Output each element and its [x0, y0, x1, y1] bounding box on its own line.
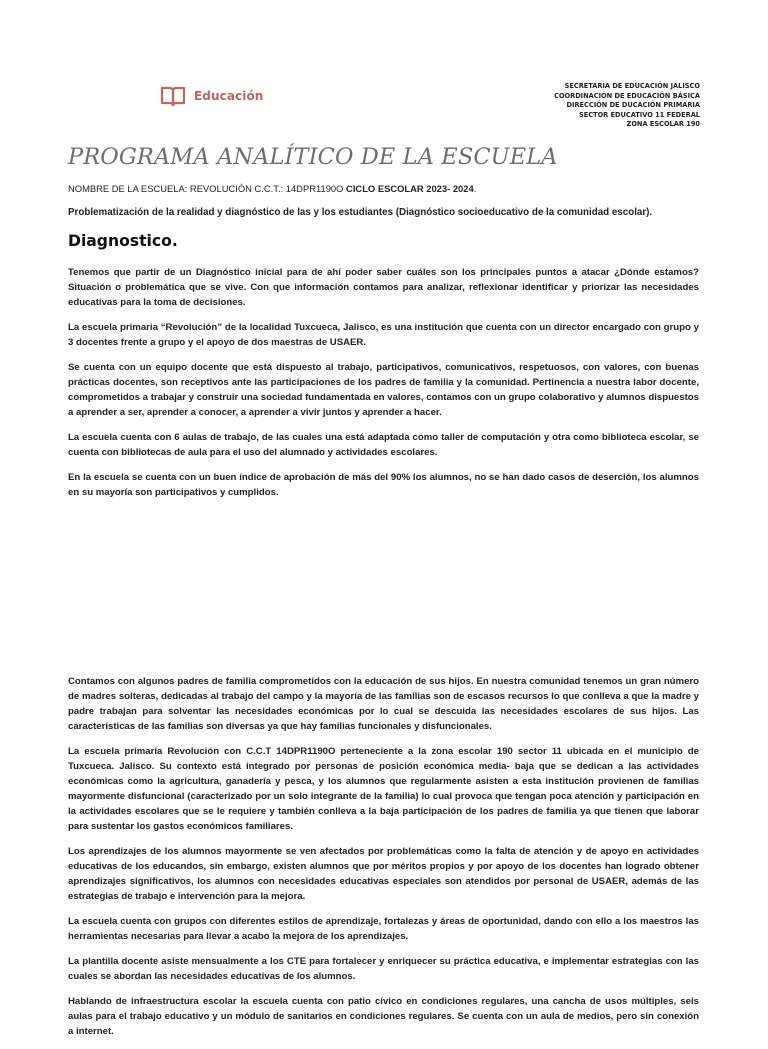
- diagnosis-text-page-1: [68, 265, 699, 510]
- school-info-period: .: [473, 183, 477, 194]
- open-book-icon: [160, 83, 186, 109]
- section-subheading: Problematización de la realidad y diagnóstico de las y los estudiantes (Diagnóstico socioeducativo de la comunidad escolar).: [68, 207, 653, 218]
- institution-line: SECTOR EDUCATIVO 11 FEDERAL: [578, 110, 700, 119]
- paragraph: La escuela primaria “Revolución” de la localidad Tuxcueca, Jalisco, es una institución que cuenta con un director encargado con grupo y 3 docentes frente a grupo y el apoyo de dos maestras de USAER.: [68, 322, 699, 348]
- paragraph: En la escuela se cuenta con un buen índice de aprobación de más del 90% los alumnos, no se han dado casos de deserción, los alumnos en su mayoría son participativos y cumplidos.: [68, 472, 699, 498]
- school-info-line: [68, 183, 476, 194]
- paragraph: Tenemos que partir de un Diagnóstico inicial para de ahí poder saber cuáles son los principales puntos a atacar ¿Dónde estamos? Situación o problemática que se vive. Con que información contamos para analizar, reflexionar identificar y priorizar las necesidades educativas para la toma de decisiones.: [68, 267, 699, 308]
- paragraph: Contamos con algunos padres de familia comprometidos con la educación de sus hijos. En nuestra comunidad tenemos un gran número de madres solteras, dedicadas al trabajo del campo y la mayoría de las familias son de escasos recursos lo que conlleva a que la madre y padre trabajan para solventar las necesidades económicas por lo cual se descuida las necesidades escolares de sus hijos. Las características de las familias son diversas ya que hay familias funcionales y disfuncionales.: [68, 676, 699, 732]
- institution-line: DIRECCIÓN DE DUCACIÓN PRIMARIA: [566, 101, 700, 110]
- document-title: PROGRAMA ANALÍTICO DE LA ESCUELA: [68, 144, 558, 170]
- paragraph: La plantilla docente asiste mensualmente a los CTE para fortalecer y enriquecer su práctica educativa, e implementar estrategias con las cuales se abordan las necesidades educativas de los alumnos.: [68, 956, 699, 982]
- institution-line: COORDINACIÓN DE EDUCACIÓN BÁSICA: [554, 91, 700, 100]
- diagnosis-text-page-2: [68, 674, 699, 1049]
- paragraph: Hablando de infraestructura escolar la escuela cuenta con patio cívico en condiciones regulares, una cancha de usos múltiples, seis aulas para el trabajo educativo y un módulo de sanitarios en condiciones regulares. Se cuenta con un aula de medios, pero sin conexión a internet.: [68, 996, 699, 1037]
- institution-line: SECRETARIA DE EDUCACIÓN JALISCO: [564, 82, 700, 90]
- school-name-cct: NOMBRE DE LA ESCUELA: REVOLUCIÓN C.C.T.: 14DPR1190O: [68, 183, 347, 194]
- institution-header: [554, 82, 700, 130]
- institution-line: ZONA ESCOLAR 190: [626, 120, 700, 129]
- diagnosis-heading: Diagnostico.: [68, 232, 178, 250]
- school-cycle: CICLO ESCOLAR 2023- 2024: [346, 183, 474, 194]
- paragraph: La escuela cuenta con grupos con diferentes estilos de aprendizaje, fortalezas y áreas de oportunidad, dando con ello a los maestros las herramientas necesarias para llevar a acabo la mejora de los aprendizajes.: [68, 916, 699, 942]
- logo-text: Educación: [194, 89, 264, 103]
- paragraph: La escuela cuenta con 6 aulas de trabajo, de las cuales una está adaptada como taller de computación y otra como biblioteca escolar, se cuenta con bibliotecas de aula para el uso del alumnado y actividades escolares.: [68, 432, 699, 458]
- paragraph: La escuela primaria Revolución con C.C.T 14DPR1190O perteneciente a la zona escolar 190 sector 11 ubicada en el municipio de Tuxcueca. Jalisco. Su contexto está integrado por personas de posición económica media- baja que se dedican a las actividades económicas como la agricultura, ganadería y pesca, y los alumnos que regularmente asisten a esta institución provienen de familias mayormente disfuncional (caracterizado por un solo integrante de la familia) lo cual provoca que tengan poca atención y participación en la actividades escolares que se le requiere y también conlleva a la baja participación de los padres de familia ya que tienen que laborar para sustentar los gastos económicos familiares.: [68, 746, 699, 832]
- education-logo: [160, 83, 263, 109]
- paragraph: Los aprendizajes de los alumnos mayormente se ven afectados por problemáticas como la falta de atención y de apoyo en actividades educativas de los educandos, sin embargo, existen alumnos que por méritos propios y por apoyo de los docentes han logrado obtener aprendizajes significativos, los alumnos con necesidades educativas especiales son atendidos por personal de USAER, además de las estrategias de trabajo e intervención para la mejora.: [68, 846, 699, 902]
- paragraph: Se cuenta con un equipo docente que está dispuesto al trabajo, participativos, comunicativos, respetuosos, con valores, con buenas prácticas docentes, son receptivos ante las participaciones de los padres de familia y la comunidad. Pertinencia a nuestra labor docente, comprometidos a trabajar y construir una sociedad fundamentada en valores, contamos con un grupo colaborativo y alumnos dispuestos a aprender a ser, aprender a conocer, a aprender a vivir juntos y aprender a hacer.: [68, 362, 699, 418]
